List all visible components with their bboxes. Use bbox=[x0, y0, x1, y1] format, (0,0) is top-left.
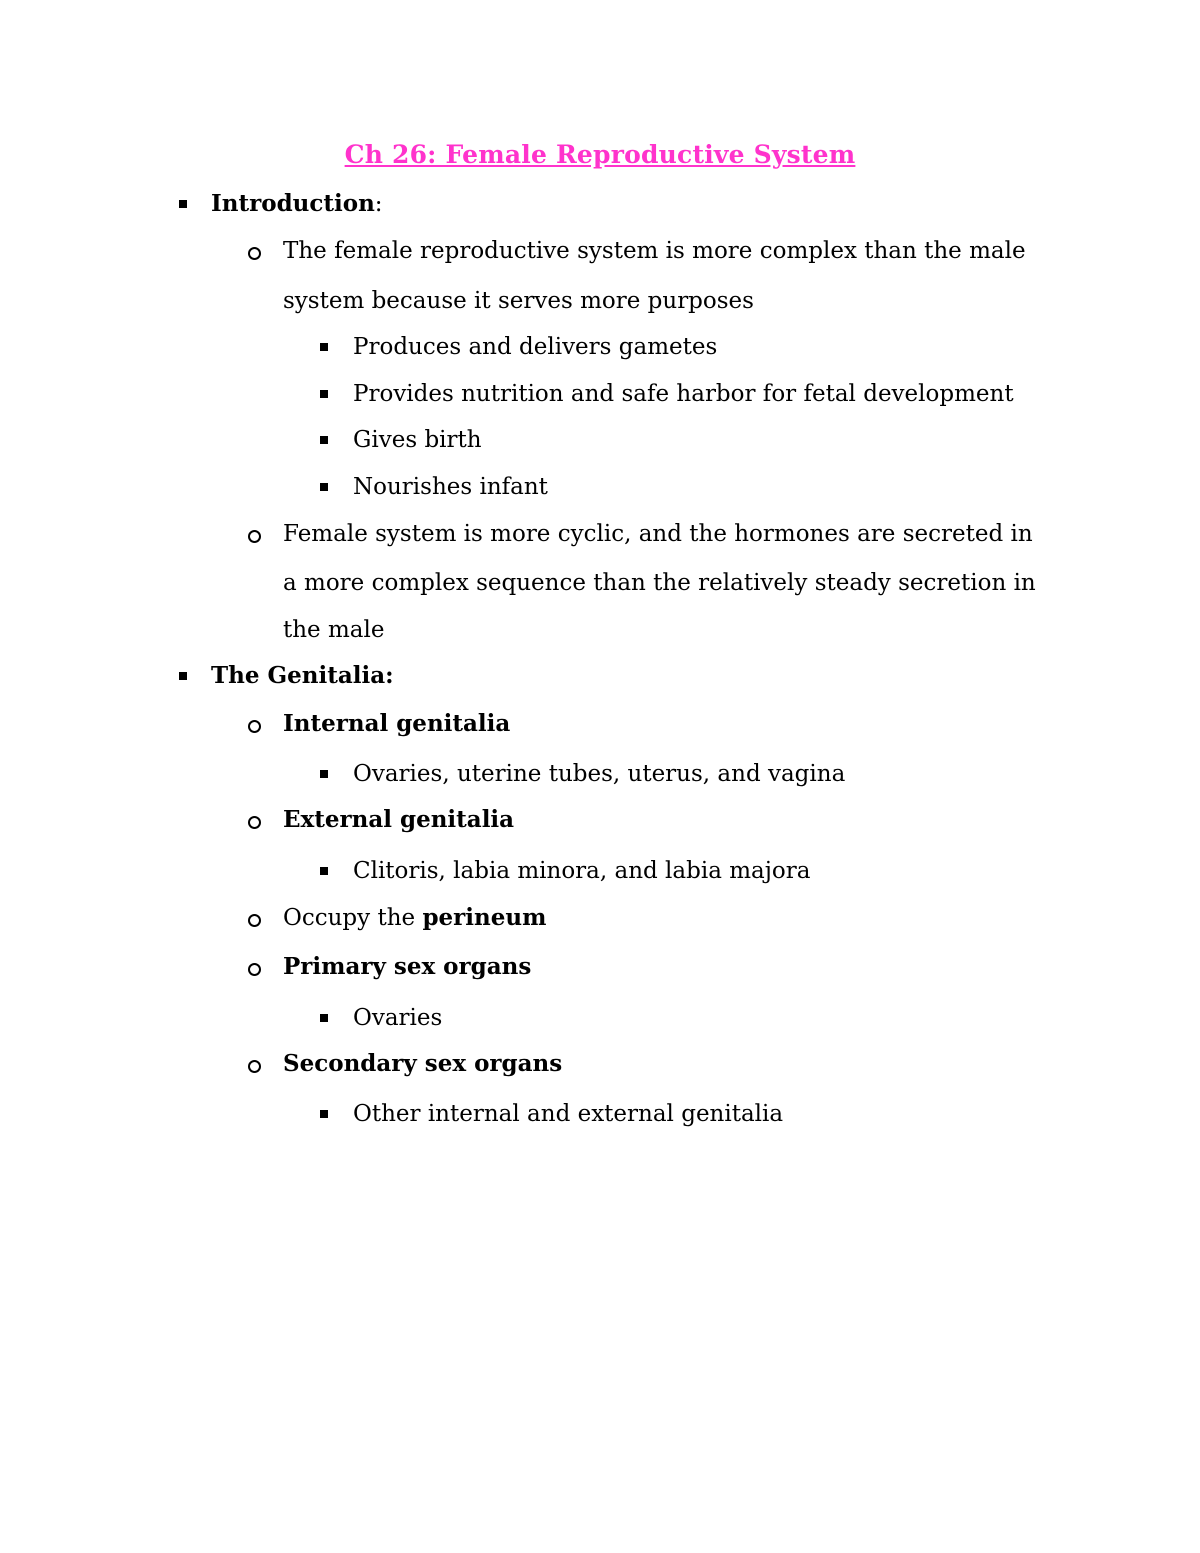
square-bullet-icon bbox=[179, 672, 187, 680]
intro-item-2-line-3: the male bbox=[283, 617, 385, 643]
genitalia-subitem: Ovaries bbox=[353, 1005, 443, 1031]
section-heading-genitalia: The Genitalia: bbox=[211, 662, 394, 689]
genitalia-item: Internal genitalia bbox=[283, 710, 511, 737]
heading-colon: : bbox=[374, 191, 383, 217]
purpose-item: Produces and delivers gametes bbox=[353, 334, 718, 360]
page-title: Ch 26: Female Reproductive System bbox=[344, 140, 856, 169]
genitalia-item: Secondary sex organs bbox=[283, 1050, 563, 1077]
circle-bullet-icon bbox=[248, 1060, 261, 1073]
circle-bullet-icon bbox=[248, 963, 261, 976]
purpose-item: Gives birth bbox=[353, 427, 482, 453]
purpose-item: Provides nutrition and safe harbor for fetal development bbox=[353, 381, 1014, 407]
intro-item-1-line-2: system because it serves more purposes bbox=[283, 288, 754, 314]
genitalia-subitem: Clitoris, labia minora, and labia majora bbox=[353, 858, 811, 884]
square-bullet-icon bbox=[320, 1110, 328, 1118]
bold-text: perineum bbox=[422, 904, 547, 931]
square-bullet-icon bbox=[320, 343, 328, 351]
square-bullet-icon bbox=[320, 483, 328, 491]
genitalia-item: External genitalia bbox=[283, 806, 515, 833]
circle-bullet-icon bbox=[248, 914, 261, 927]
circle-bullet-icon bbox=[248, 720, 261, 733]
genitalia-subitem: Ovaries, uterine tubes, uterus, and vagina bbox=[353, 761, 846, 787]
intro-item-2-line-2: a more complex sequence than the relatively steady secretion in bbox=[283, 570, 1036, 596]
heading-text: Introduction bbox=[211, 190, 375, 217]
intro-item-2-line-1: Female system is more cyclic, and the hormones are secreted in bbox=[283, 521, 1033, 547]
circle-bullet-icon bbox=[248, 530, 261, 543]
purpose-item: Nourishes infant bbox=[353, 474, 548, 500]
genitalia-subitem: Other internal and external genitalia bbox=[353, 1101, 784, 1127]
square-bullet-icon bbox=[320, 436, 328, 444]
square-bullet-icon bbox=[320, 867, 328, 875]
plain-text: Occupy the bbox=[283, 905, 423, 931]
genitalia-item: Primary sex organs bbox=[283, 953, 532, 980]
square-bullet-icon bbox=[320, 770, 328, 778]
square-bullet-icon bbox=[320, 1014, 328, 1022]
section-heading-introduction bbox=[211, 189, 383, 219]
circle-bullet-icon bbox=[248, 247, 261, 260]
square-bullet-icon bbox=[320, 390, 328, 398]
circle-bullet-icon bbox=[248, 816, 261, 829]
genitalia-item-perineum bbox=[283, 903, 546, 933]
intro-item-1-line-1: The female reproductive system is more complex than the male bbox=[283, 238, 1026, 264]
square-bullet-icon bbox=[179, 200, 187, 208]
